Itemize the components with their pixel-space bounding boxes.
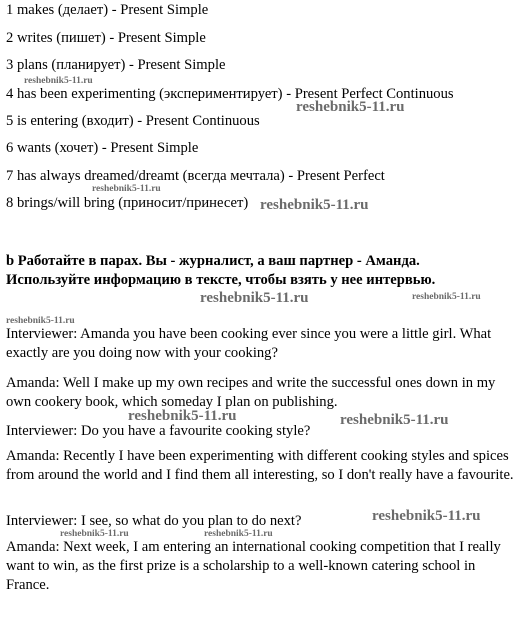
watermark-small: reshebnik5-11.ru (204, 529, 273, 539)
dialogue-amanda-2: Amanda: Recently I have been experimenting with different cooking styles and spices from around the world and I find them all interesting, so I don't really have a favourite. (6, 448, 514, 483)
answer-5: 5 is entering (входит) - Present Continuous (6, 113, 260, 129)
watermark-big: reshebnik5-11.ru (260, 197, 369, 213)
watermark-big: reshebnik5-11.ru (128, 408, 237, 424)
watermark-big: reshebnik5-11.ru (296, 99, 405, 115)
answer-8: 8 brings/will bring (приносит/принесет) (6, 195, 249, 211)
watermark-big: reshebnik5-11.ru (340, 412, 449, 428)
task-line-2: Используйте информацию в тексте, чтобы взять у нее интервью. (6, 272, 436, 288)
answer-4: 4 has been experimenting (экспериментирует) - Present Perfect Continuous (6, 86, 454, 102)
dialogue-amanda-3: Amanda: Next week, I am entering an international cooking competition that I really want to win, as the first prize is a scholarship to a well-known catering school in France. (6, 539, 501, 593)
watermark-small: reshebnik5-11.ru (412, 292, 481, 302)
answer-6: 6 wants (хочет) - Present Simple (6, 140, 199, 156)
answer-3: 3 plans (планирует) - Present Simple (6, 57, 226, 73)
watermark-small: reshebnik5-11.ru (92, 184, 161, 194)
dialogue-interviewer-2: Interviewer: Do you have a favourite cooking style? (6, 423, 311, 439)
dialogue-interviewer-3: Interviewer: I see, so what do you plan to do next? (6, 513, 302, 529)
watermark-small: reshebnik5-11.ru (24, 76, 93, 86)
watermark-big: reshebnik5-11.ru (200, 290, 309, 306)
answer-2: 2 writes (пишет) - Present Simple (6, 30, 206, 46)
watermark-small: reshebnik5-11.ru (60, 529, 129, 539)
watermark-big: reshebnik5-11.ru (372, 508, 481, 524)
answer-1: 1 makes (делает) - Present Simple (6, 2, 209, 18)
watermark-small: reshebnik5-11.ru (6, 316, 75, 326)
dialogue-amanda-1: Amanda: Well I make up my own recipes and write the successful ones down in my own cookery book, which someday I plan on publishing. (6, 375, 496, 410)
task-line-1: b Работайте в парах. Вы - журналист, а ваш партнер - Аманда. (6, 253, 420, 269)
dialogue-interviewer-1: Interviewer: Amanda you have been cooking ever since you were a little girl. What exactly are you doing now with your cooking? (6, 326, 492, 361)
answer-7: 7 has always dreamed/dreamt (всегда мечтала) - Present Perfect (6, 168, 385, 184)
